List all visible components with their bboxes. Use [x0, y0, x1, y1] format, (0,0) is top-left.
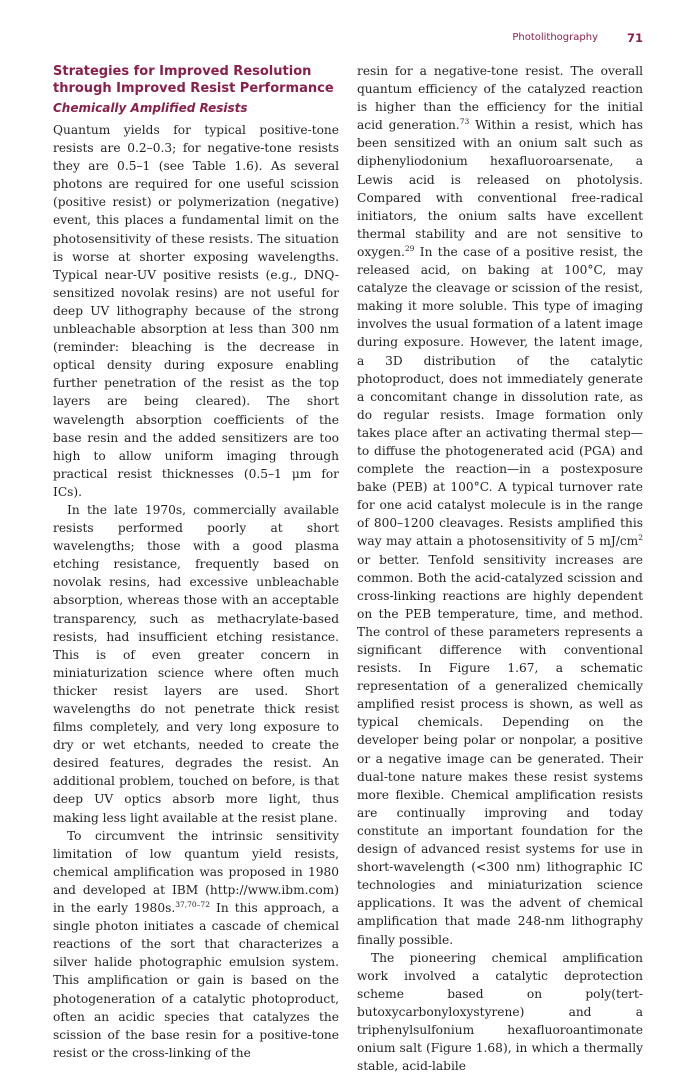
paragraph	[53, 827, 339, 1062]
unit-superscript: 2	[638, 533, 643, 543]
citation-ref: 37,70–72	[175, 899, 210, 909]
paragraph	[357, 62, 643, 949]
section-title-line-2: through Improved Resist Performance	[53, 81, 334, 96]
paragraph-text: resin for a negative-tone resist. The overall quantum efficiency of the catalyzed reaction is higher than the efficiency for the initial acid generation.	[357, 64, 643, 133]
paragraph-text: To circumvent the intrinsic sensitivity limitation of low quantum yield resists, chemical amplification was proposed in 1980 and developed at IBM (http://www.ibm.com) in the early 1980s.	[53, 828, 339, 916]
paragraph: Quantum yields for typical positive-tone resists are 0.2–0.3; for negative-tone resists they are 0.5–1 (see Table 1.6). As several photons are required for one useful scission (positive resist) or polymerization (negative) event, this places a fundamental limit on the photosensitivity of these resists. The situation is worse at shorter exposing wavelengths. Typical near-UV positive resists (e.g., DNQ-sensitized novolak resins) are not useful for deep UV lithography because of the strong unbleachable absorption at less than 300 nm (reminder: bleaching is the decrease in optical density during exposure enabling further penetration of the resist as the top layers are being cleared). The short wavelength absorption coefficients of the base resin and the added sensitizers are too high to allow uniform imaging through practical resist thicknesses (0.5–1 μm for ICs).	[53, 123, 339, 499]
section-title-line-1: Strategies for Improved Resolution	[53, 64, 312, 79]
paragraph: In the late 1970s, commercially available resists performed poorly at short wavelengths; those with a good plasma etching resistance, frequently based on novolak resins, had excessive unbleachable absorption, whereas those with an acceptable transparency, such as methacrylate-based resists, had insufficient etching resistance. This is of even greater concern in miniaturization science where often much thicker resist layers are used. Short wavelengths do not penetrate thick resist films completely, and very long exposure to dry or wet etchants, needed to create the desired features, degrades the resist. An additional problem, touched on before, is that deep UV optics absorb more light, thus making less light available at the resist plane.	[53, 502, 339, 825]
section-title	[53, 62, 339, 97]
citation-ref: 29	[404, 243, 415, 253]
page-header	[0, 32, 695, 48]
paragraph: The pioneering chemical amplification work involved a catalytic deprotection scheme based on poly(tert-butoxycarbonyloxystyrene) and a triphenylsulfonium hexafluoroantimonate onium salt (Figure 1.68), in which a thermally stable, acid-labile	[357, 950, 643, 1074]
subsection-title: Chemically Amplified Resists	[53, 101, 248, 115]
paragraph-text: or better. Tenfold sensitivity increases are common. Both the acid-catalyzed scission and cross-linking reactions are highly dependent on the PEB temperature, time, and method. The control of these parameters represents a significant difference with conventional resists. In Figure 1.67, a schematic representation of a generalized chemically amplified resist process is shown, as well as typical chemicals. Depending on the developer being polar or nonpolar, a positive or a negative image can be generated. Their dual-tone nature makes these resist systems more flexible. Chemical amplification resists are continually improving and today constitute an important foundation for the design of advanced resist systems for use in short-wavelength (<300 nm) lithographic IC technologies and miniaturization science applications. It was the advent of chemical amplification that made 248-nm lithography finally possible.	[357, 552, 643, 947]
page-number: 71	[626, 31, 643, 45]
right-column	[357, 62, 643, 1075]
citation-ref: 73	[459, 117, 470, 127]
left-column	[53, 62, 339, 1062]
paragraph-text: In the case of a positive resist, the released acid, on baking at 100°C, may catalyze the cleavage or scission of the resist, making it more soluble. This type of imaging involves the usual formation of a latent image during exposure. However, the latent image, a 3D distribution of the catalytic photoproduct, does not immediately generate a concomitant change in dissolution rate, as do regular resists. Image formation only takes place after an activating thermal step—to diffuse the photogenerated acid (PGA) and complete the reaction—in a postexposure bake (PEB) at 100°C. A typical turnover rate for one acid catalyst molecule is in the range of 800–1200 cleavages. Resists amplified this way may attain a photosensitivity of 5 mJ/cm	[357, 244, 643, 549]
paragraph-text: Within a resist, which has been sensitized with an onium salt such as diphenyliodonium hexafluoroarsenate, a Lewis acid is released on photolysis. Compared with conventional free-radical initiators, the onium salts have excellent thermal stability and are not sensitive to oxygen.	[357, 118, 643, 259]
paragraph-text: In this approach, a single photon initiates a cascade of chemical reactions of the sort that characterizes a silver halide photographic emulsion system. This amplification or gain is based on the photogeneration of a catalytic photoproduct, often an acidic species that catalyzes the scission of the base resin for a positive-tone resist or the cross-linking of the	[53, 901, 339, 1060]
running-head: Photolithography	[512, 32, 598, 43]
